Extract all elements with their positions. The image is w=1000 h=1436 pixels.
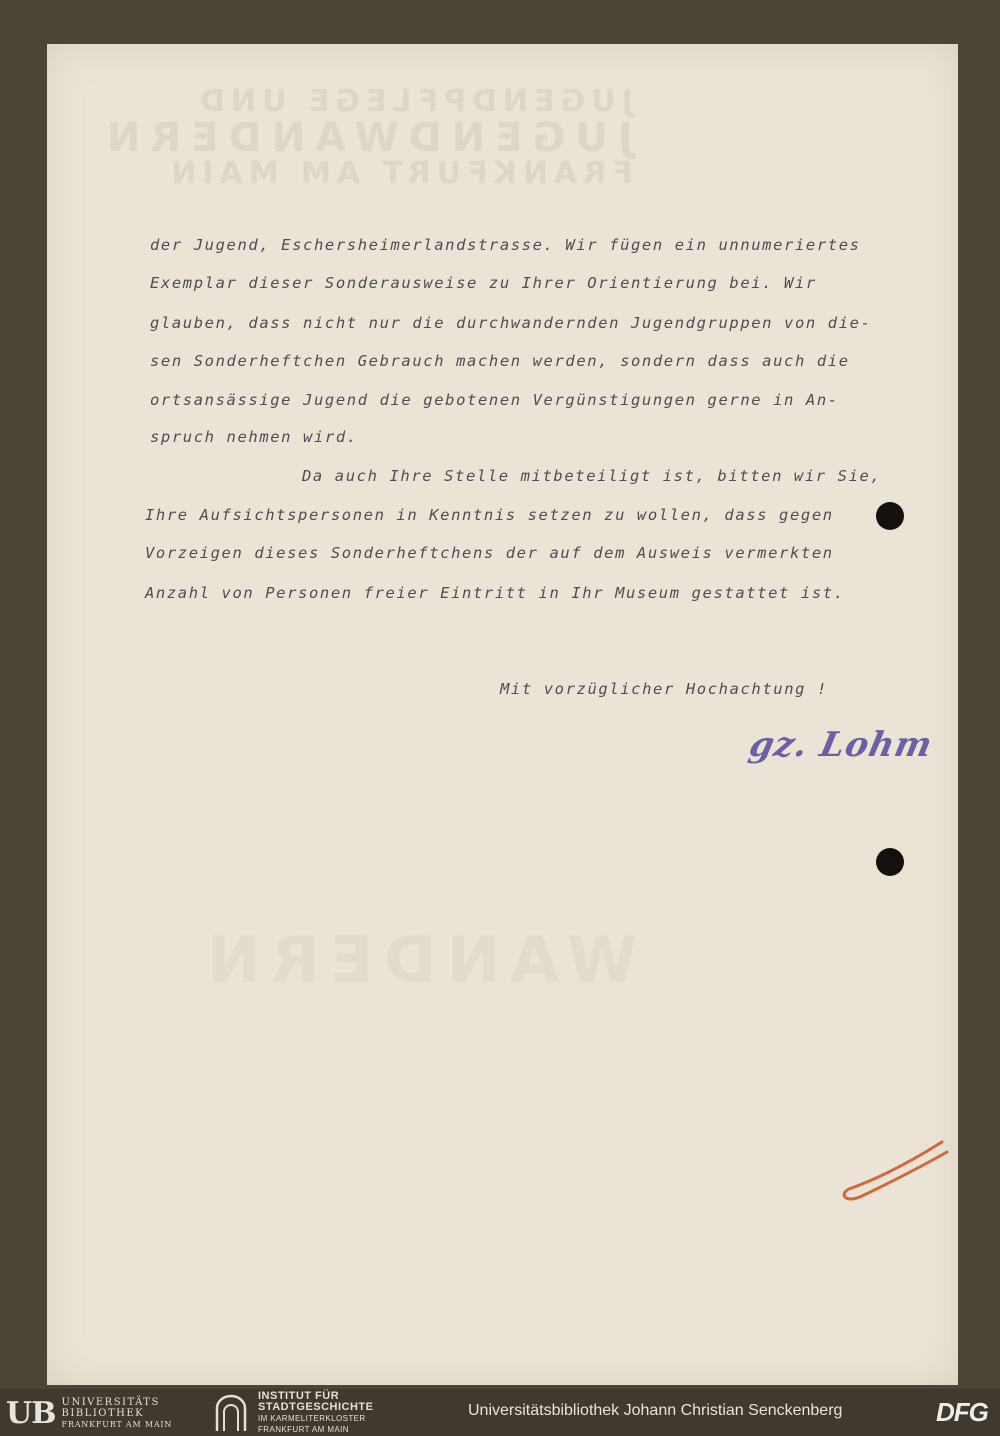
letter-page bbox=[47, 44, 958, 1385]
isg-line-2: STADTGESCHICHTE bbox=[258, 1401, 374, 1413]
letter-line: Anzahl von Personen freier Eintritt in Ihr Museum gestattet ist. bbox=[145, 584, 845, 602]
letter-line: glauben, dass nicht nur die durchwandernden Jugendgruppen von die- bbox=[150, 314, 872, 332]
isg-text bbox=[258, 1391, 373, 1435]
red-pencil-mark bbox=[837, 1134, 952, 1214]
letter-line: Da auch Ihre Stelle mitbeteiligt ist, bitten wir Sie, bbox=[302, 467, 882, 485]
letter-line: Exemplar dieser Sonderausweise zu Ihrer Orientierung bei. Wir bbox=[150, 274, 817, 292]
dfg-logo[interactable]: DFG bbox=[936, 1397, 988, 1427]
bleed-through-stamp: WANDERN bbox=[197, 924, 638, 998]
bleed-through-letterhead: JUGENDPFLEGE UND JUGENDWANDERN FRANKFURT AM MAIN bbox=[97, 84, 633, 191]
library-name-link[interactable]: Universitätsbibliothek Johann Christian Senckenberg bbox=[468, 1402, 843, 1419]
punch-hole-bottom bbox=[876, 848, 904, 876]
ub-text bbox=[62, 1397, 173, 1430]
ub-line-1: UNIVERSITÄTS bbox=[61, 1396, 160, 1408]
isg-line-4: FRANKFURT AM MAIN bbox=[258, 1425, 349, 1434]
ub-line-2: BIBLIOTHEK bbox=[61, 1407, 145, 1419]
letter-line: Ihre Aufsichtspersonen in Kenntnis setzen zu wollen, dass gegen bbox=[145, 506, 834, 524]
isg-line-3: IM KARMELITERKLOSTER bbox=[258, 1414, 366, 1423]
footer-bar bbox=[0, 1389, 1000, 1436]
letter-line: ortsansässige Jugend die gebotenen Vergünstigungen gerne in An- bbox=[150, 391, 839, 409]
ub-logo[interactable] bbox=[6, 1395, 172, 1431]
signature: gz. Lohm bbox=[745, 725, 937, 765]
letter-closing: Mit vorzüglicher Hochachtung ! bbox=[500, 680, 828, 698]
punch-hole-top bbox=[876, 502, 904, 530]
letter-line: spruch nehmen wird. bbox=[150, 428, 358, 446]
isg-line-1: INSTITUT FÜR bbox=[258, 1390, 340, 1402]
ub-mark: UB bbox=[6, 1395, 56, 1431]
ub-line-3: FRANKFURT AM MAIN bbox=[61, 1419, 173, 1429]
isg-logo[interactable] bbox=[214, 1390, 374, 1434]
letter-line: Vorzeigen dieses Sonderheftchens der auf dem Ausweis vermerkten bbox=[145, 544, 834, 562]
letter-line: sen Sonderheftchen Gebrauch machen werden, sondern dass auch die bbox=[150, 352, 850, 370]
letter-line: der Jugend, Eschersheimerlandstrasse. Wir fügen ein unnumeriertes bbox=[150, 236, 861, 254]
arch-icon bbox=[214, 1394, 248, 1432]
